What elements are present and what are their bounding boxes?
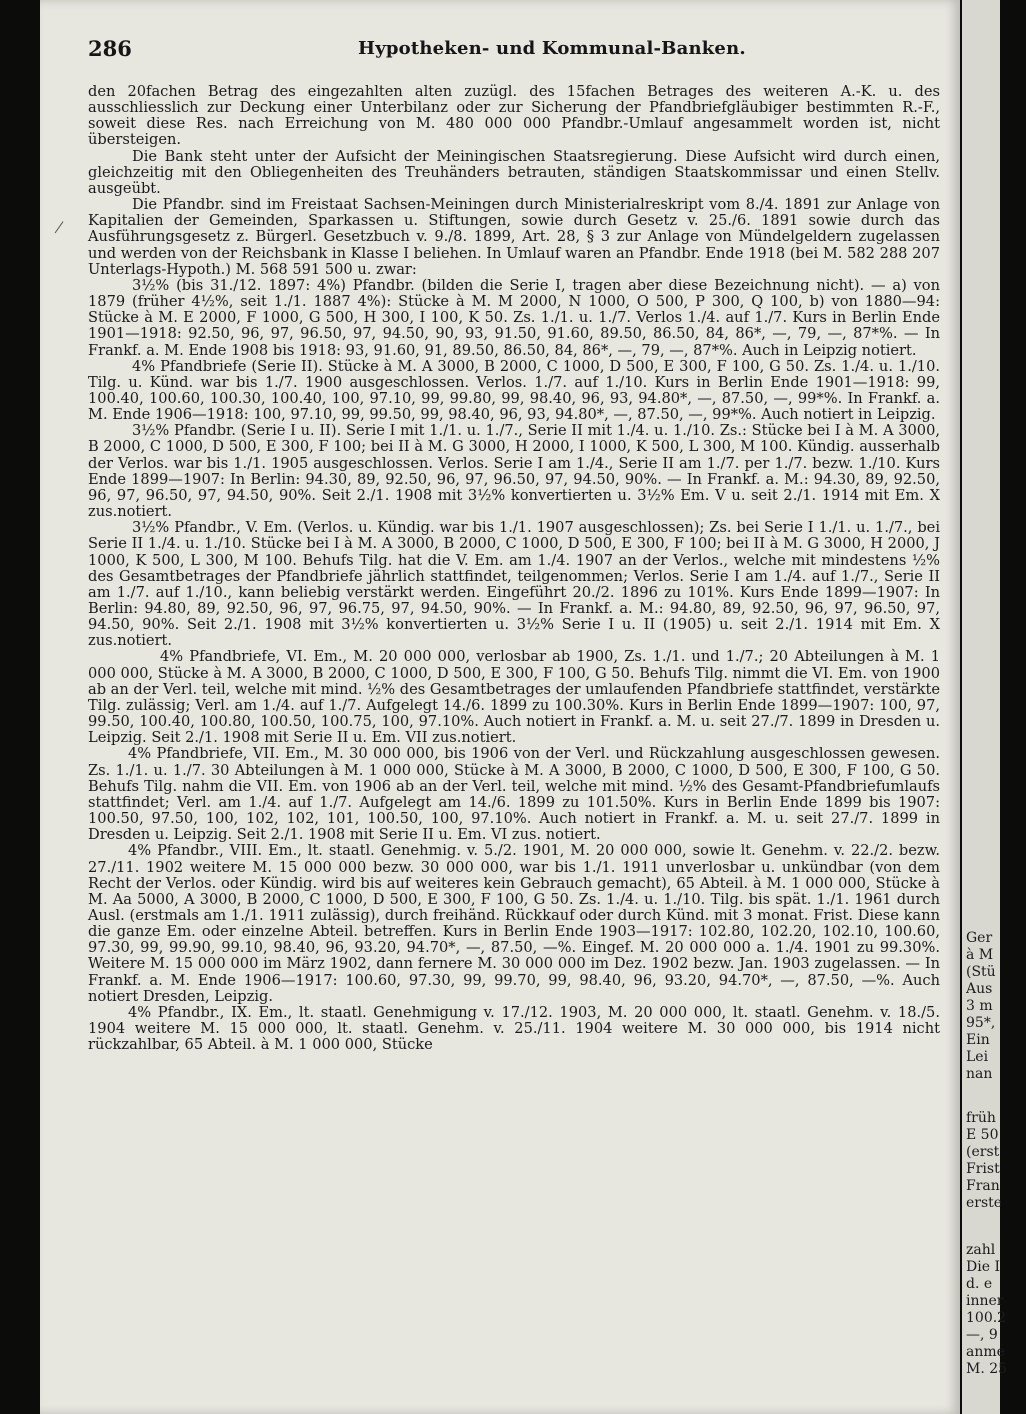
paragraph-admission: Die Pfandbr. sind im Freistaat Sachsen-Meiningen durch Ministerialreskript vom 8./4. 1891 zur Anlage von Kapitalien der Gemeinden, Sparkassen u. Stiftungen, sowie durch Gesetz v. 25./6. 1891 sowie durch das Ausführungsgesetz z. Bürgerl. Gesetzbuch v. 9./8. 1899, Art. 28, § 3 zur Anlage von Mündelgeldern zugelassen und werden von der Reichsbank in Klasse I beliehen. In Umlauf waren an Pfandbr. Ende 1918 (bei M. 582 288 207 Unterlags-Hypoth.) M. 568 591 500 u. zwar: (88, 196, 940, 278)
adjacent-text-fragment: erste (966, 1195, 1003, 1211)
adjacent-text-fragment: Fran (966, 1178, 1000, 1194)
paragraph-em-8: 4% Pfandbr., VIII. Em., lt. staatl. Genehmig. v. 5./2. 1901, M. 20 000 000, sowie lt. Genehm. v. 22./2. bezw. 27./11. 1902 weitere M. 15 000 000 bezw. 30 000 000, war bis 1./1. 1911 unverlosbar u. unkündbar (von dem Recht der Verlos. oder Kündig. wird bis auf weiteres kein Gebrauch gemacht), 65 Abteil. à M. 1 000 000, Stücke à M. Aa 5000, A 3000, B 2000, C 1000, D 500, E 300, F 100, G 50. Zs. 1./4. u. 1./10. Tilg. bis spät. 1./1. 1961 durch Ausl. (erstmals am 1./1. 1911 zulässig), durch freihänd. Rückkauf oder durch Künd. mit 3 monat. Frist. Diese kann die ganze Em. oder einzelne Abteil. betreffen. Kurs in Berlin Ende 1903—1917: 102.80, 102.20, 102.10, 100.60, 97.30, 99, 99.90, 99.10, 98.40, 96, 93.20, 94.70*, —, 87.50, —%. Eingef. M. 20 000 000 a. 1./4. 1901 zu 99.30%. Weitere M. 15 000 000 im März 1902, dann fernere M. 30 000 000 im Dez. 1902 bezw. Jan. 1903 zugelassen. — In Frankf. a. M. Ende 1906—1917: 100.60, 97.30, 99, 99.70, 99, 98.40, 96, 93.20, 94.70*, —, 87.50, —%. Auch notiert Dresden, Leipzig. (88, 842, 940, 1005)
adjacent-text-fragment: Die I (966, 1259, 1000, 1275)
adjacent-text-fragment: früh (966, 1110, 996, 1126)
adjacent-text-fragment: Frist (966, 1161, 1000, 1177)
paragraph-series-1-2: 3½% Pfandbr. (Serie I u. II). Serie I mit 1./1. u. 1./7., Serie II mit 1./4. u. 1./10. Zs.: Stücke bei I à M. A 3000, B 2000, C 1000, D 500, E 300, F 100; bei II à M. G 3000, H 2000, I 1000, K 500, L 300, M 100. Kündig. ausserhalb der Verlos. war bis 1./1. 1905 ausgeschlossen. Verlos. Serie I am 1./4., Serie II am 1./7. per 1./7. bezw. 1./10. Kurs Ende 1899—1907: In Berlin: 94.30, 89, 92.50, 96, 97, 96.50, 97, 94.50, 90%. — In Frankf. a. M.: 94.30, 89, 92.50, 96, 97, 96.50, 97, 94.50, 90%. Seit 2./1. 1908 mit 3½% konvertierten u. 3½% Em. V u. seit 2./1. 1914 mit Em. X zus.notiert. (88, 422, 940, 521)
adjacent-text-fragment: M. 25 (966, 1361, 1008, 1377)
paragraph-series-2: 4% Pfandbriefe (Serie II). Stücke à M. A 3000, B 2000, C 1000, D 500, E 300, F 100, G 50. Zs. 1./4. u. 1./10. Tilg. u. Künd. war bis 1./7. 1900 ausgeschlossen. Verlos. 1./7. auf 1./10. Kurs in Berlin Ende 1901—1918: 99, 100.40, 100.60, 100.30, 100.40, 100, 97.10, 99, 99.80, 99, 98.40, 96, 93, 94.80*, —, 87.50, —, 99*%. In Frankf. a. M. Ende 1906—1918: 100, 97.10, 99, 99.50, 99, 98.40, 96, 93, 94.80*, —, 87.50, —, 99*%. Auch notiert in Leipzig. (88, 357, 940, 424)
adjacent-page-edge (962, 0, 1008, 1414)
adjacent-text-fragment: zahl (966, 1242, 996, 1258)
paragraph-em-7: 4% Pfandbriefe, VII. Em., M. 30 000 000, bis 1906 von der Verl. und Rückzahlung ausgeschlossen gewesen. Zs. 1./1. u. 1./7. 30 Abteilungen à M. 1 000 000, Stücke à M. A 3000, B 2000, C 1000, D 500, E 300, F 100, G 50. Behufs Tilg. nahm die VII. Em. von 1906 ab an der Verl. teil, welche mit mind. ½% des Gesamt-Pfandbriefumlaufs stattfindet; Verl. am 1./4. auf 1./7. Aufgelegt am 14./6. 1899 zu 101.50%. Kurs in Berlin Ende 1899 bis 1907: 100.50, 97.50, 100, 102, 102, 101, 100.50, 100, 97.10%. Auch notiert in Frankf. a. M. u. seit 27./7. 1899 in Dresden u. Leipzig. Seit 2./1. 1908 mit Serie II u. Em. VI zus. notiert. (88, 745, 940, 844)
page-header (88, 36, 948, 66)
adjacent-text-fragment: 95*, (966, 1015, 996, 1031)
adjacent-text-fragment: E 50 (966, 1127, 999, 1143)
adjacent-text-fragment: Lei (966, 1049, 989, 1065)
adjacent-text-fragment: d. e (966, 1276, 993, 1292)
adjacent-text-fragment: inner (966, 1293, 1004, 1309)
adjacent-text-fragment: (Stü (966, 964, 996, 980)
paragraph-em-9: 4% Pfandbr., IX. Em., lt. staatl. Genehmigung v. 17./12. 1903, M. 20 000 000, lt. staatl. Genehm. v. 18./5. 1904 weitere M. 15 000 000, lt. staatl. Genehm. v. 25./11. 1904 weitere M. 30 000 000, bis 1914 nicht rückzahlbar, 65 Abteil. à M. 1 000 000, Stücke (88, 1003, 940, 1054)
paragraph-em-5: 3½% Pfandbr., V. Em. (Verlos. u. Kündig. war bis 1./1. 1907 ausgeschlossen); Zs. bei Serie I 1./1. u. 1./7., bei Serie II 1./4. u. 1./10. Stücke bei I à M. A 3000, B 2000, C 1000, D 500, E 300, F 100; bei II à M. G 3000, H 2000, J 1000, K 500, L 300, M 100. Behufs Tilg. hat die V. Em. am 1./4. 1907 an der Verlos., welche mit mindestens ½% des Gesamtbetrages der Pfandbriefe jährlich stattfindet, teilgenommen; Verlos. Serie I am 1./4. auf 1./7., Serie II am 1./7. auf 1./10., kann beliebig verstärkt werden. Eingeführt 20./2. 1896 zu 101%. Kurs Ende 1899—1907: In Berlin: 94.80, 89, 92.50, 96, 97, 96.75, 97, 94.50, 90%. — In Frankf. a. M.: 94.80, 89, 92.50, 96, 97, 96.50, 97, 94.50, 90%. Seit 2./1. 1908 mit 3½% konvertierten u. 3½% Serie I u. II (1905) u. seit 2./1. 1914 mit Em. X zus.notiert. (88, 519, 940, 650)
adjacent-text-fragment: 3 m (966, 998, 993, 1014)
adjacent-text-fragment: 100.2 (966, 1310, 1007, 1326)
running-title: Hypotheken- und Kommunal-Banken. (358, 38, 746, 59)
adjacent-text-fragment: nan (966, 1066, 993, 1082)
adjacent-text-fragment: Ein (966, 1032, 990, 1048)
page-number: 286 (88, 36, 132, 61)
adjacent-text-fragment: (erst (966, 1144, 1000, 1160)
adjacent-text-fragment: Ger (966, 930, 993, 946)
paragraph-supervision: Die Bank steht unter der Aufsicht der Meiningischen Staatsregierung. Diese Aufsicht wird durch einen, gleichzeitig mit den Obliegenheiten des Treuhänders betrauten, ständigen Staatskommissar und einen Stellv. ausgeübt. (88, 147, 940, 197)
margin-mark (55, 221, 69, 236)
adjacent-text-fragment: anme (966, 1344, 1005, 1360)
page-body (88, 84, 940, 1053)
adjacent-text-fragment: Aus (966, 981, 993, 997)
adjacent-text-fragment: —, 9 (966, 1327, 998, 1343)
paragraph-em-6: 4% Pfandbriefe, VI. Em., M. 20 000 000, verlosbar ab 1900, Zs. 1./1. und 1./7.; 20 Abteilungen à M. 1 000 000, Stücke à M. A 3000, B 2000, C 1000, D 500, E 300, F 100, G 50. Behufs Tilg. nimmt die VI. Em. von 1900 ab an der Verl. teil, welche mit mind. ½% des Gesamtbetrages der umlaufenden Pfandbriefe stattfindet, verstärkte Tilg. zulässig; Verl. am 1./4. auf 1./7. Aufgelegt 14./6. 1899 zu 100.30%. Kurs in Berlin Ende 1899—1907: 100, 97, 99.50, 100.40, 100.80, 100.50, 100.75, 100, 97.10%. Auch notiert in Frankf. a. M. u. seit 27./7. 1899 in Dresden u. Leipzig. Seit 2./1. 1908 mit Serie II u. Em. VII zus.notiert. (88, 648, 940, 747)
adjacent-text-fragment: à M (966, 947, 994, 963)
paragraph-series-1: 3½% (bis 31./12. 1897: 4%) Pfandbr. (bilden die Serie I, tragen aber diese Bezeichnung nicht). — a) von 1879 (früher 4½%, seit 1./1. 1887 4%): Stücke à M. M 2000, N 1000, O 500, P 300, Q 100, b) von 1880—94: Stücke à M. E 2000, F 1000, G 500, H 300, I 100, K 50. Zs. 1./1. u. 1./7. Verlos 1./4. auf 1./7. Kurs in Berlin Ende 1901—1918: 92.50, 96, 97, 96.50, 97, 94.50, 90, 93, 91.50, 91.60, 89.50, 86.50, 84, 86*, —, 79, —, 87*%. — In Frankf. a. M. Ende 1908 bis 1918: 93, 91.60, 91, 89.50, 86.50, 84, 86*, —, 79, —, 87*%. Auch in Leipzig notiert. (88, 276, 940, 359)
book-page (40, 0, 960, 1414)
paragraph-reserve-limit: den 20fachen Betrag des eingezahlten alten zuzügl. des 15fachen Betrages des weiteren A.-K. u. des ausschliesslich zur Deckung einer Unterbilanz oder zur Sicherung der Pfandbriefgläubiger bestimmten R.-F., soweit diese Res. nach Erreichung von M. 480 000 000 Pfandbr.-Umlauf angesammelt worden ist, nicht übersteigen. (88, 83, 940, 149)
